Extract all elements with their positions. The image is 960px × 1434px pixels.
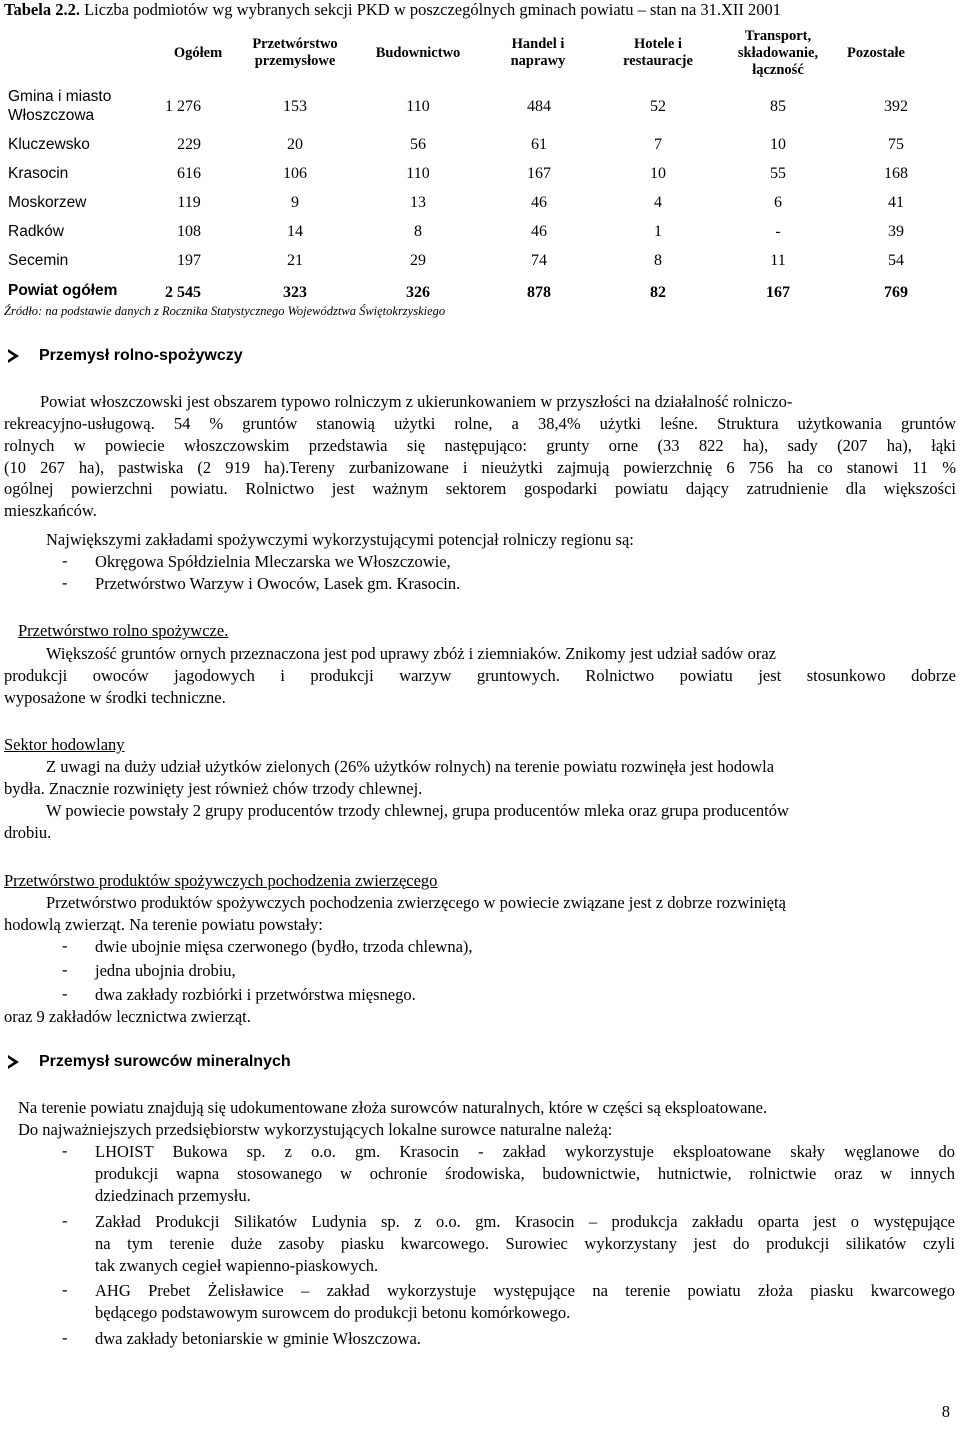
- total-cell: 167: [766, 284, 790, 301]
- header-transport: Transport, składowanie, łączność: [737, 28, 819, 78]
- total-cell: 769: [884, 284, 908, 301]
- header-budownictwo: Budownictwo: [375, 45, 461, 61]
- header-handel: Handel i naprawy: [510, 36, 566, 69]
- header-pozostale: Pozostałe: [847, 45, 905, 61]
- row-label: Kluczewsko: [8, 136, 90, 153]
- table-cell: 85: [770, 98, 786, 115]
- paragraph-line: Powiat włoszczowski jest obszarem typowo rolniczym z ukierunkowaniem w przyszłości na działalność rolniczo-: [40, 392, 793, 411]
- table-cell: 7: [654, 136, 662, 153]
- page-number: 8: [941, 1402, 950, 1421]
- paragraph-line: drobiu.: [4, 823, 52, 842]
- table-cell: 119: [177, 194, 201, 211]
- table-cell: 1: [654, 223, 662, 240]
- table-cell: 229: [177, 136, 201, 153]
- arrow-bullet-icon: [8, 1055, 19, 1069]
- list-dash: -: [62, 936, 68, 955]
- list-item: jedna ubojnia drobiu,: [95, 961, 236, 980]
- table-cell: -: [775, 223, 781, 240]
- row-label: Radków: [8, 223, 64, 240]
- header-ogolem: Ogółem: [173, 45, 223, 61]
- section-heading: [8, 347, 243, 365]
- table-cell: 4: [654, 194, 662, 211]
- list-item: Okręgowa Spółdzielnia Mleczarska we Włoszczowie,: [95, 552, 451, 571]
- list-dash: -: [62, 1328, 68, 1347]
- list-dash: -: [62, 960, 68, 979]
- table-cell: 392: [884, 98, 908, 115]
- table-cell: 616: [177, 165, 201, 182]
- table-cell: 54: [888, 252, 904, 269]
- total-row-label: Powiat ogółem: [8, 282, 118, 299]
- table-cell: 21: [287, 252, 303, 269]
- table-cell: 29: [410, 252, 426, 269]
- arrow-bullet-icon: [8, 349, 19, 363]
- table-cell: 74: [531, 252, 547, 269]
- table-cell: 10: [650, 165, 666, 182]
- list-dash: -: [62, 1280, 68, 1299]
- paragraph-line: bydła. Znacznie rozwinięty jest również chów trzody chlewnej.: [4, 779, 423, 798]
- total-cell: 82: [650, 284, 666, 301]
- table-cell: 110: [406, 98, 430, 115]
- table-cell: 46: [531, 194, 547, 211]
- subsection-title: Przetwórstwo rolno spożywcze.: [18, 621, 229, 640]
- table-cell: 56: [410, 136, 426, 153]
- paragraph-line: Największymi zakładami spożywczymi wykorzystującymi potencjał rolniczy regionu są:: [46, 530, 634, 549]
- table-cell: 1 276: [165, 98, 201, 115]
- paragraph-line: oraz 9 zakładów lecznictwa zwierząt.: [4, 1007, 251, 1026]
- list-dash: -: [62, 984, 68, 1003]
- list-item: dwie ubojnie mięsa czerwonego (bydło, trzoda chlewna),: [95, 937, 473, 956]
- paragraph-line: Większość gruntów ornych przeznaczona jest pod uprawy zbóż i ziemniaków. Znikomy jest udział sadów oraz: [46, 644, 776, 663]
- table-cell: 110: [406, 165, 430, 182]
- table-cell: 108: [177, 223, 201, 240]
- table-cell: 39: [888, 223, 904, 240]
- list-item: dwa zakłady betoniarskie w gminie Włoszczowa.: [95, 1329, 421, 1348]
- section-heading-text: Przemysł surowców mineralnych: [39, 1053, 291, 1070]
- paragraph-line: hodowlą zwierząt. Na terenie powiatu powstały:: [4, 915, 323, 934]
- list-dash: -: [62, 1141, 68, 1160]
- table-caption-text: Liczba podmiotów wg wybranych sekcji PKD w poszczególnych gminach powiatu – stan na 31.XII 2001: [84, 0, 782, 19]
- table-cell: 6: [774, 194, 782, 211]
- total-cell: 878: [527, 284, 551, 301]
- paragraph-line: Przetwórstwo produktów spożywczych pochodzenia zwierzęcego w powiecie związane jest z dobrze rozwiniętą: [46, 893, 786, 912]
- table-cell: 75: [888, 136, 904, 153]
- table-cell: 41: [888, 194, 904, 211]
- section-heading: [8, 1053, 291, 1071]
- paragraph-line: Z uwagi na duży udział użytków zielonych (26% użytków rolnych) na terenie powiatu rozwinęła jest hodowla: [46, 757, 775, 776]
- list-dash: -: [62, 1211, 68, 1230]
- table-cell: 13: [410, 194, 426, 211]
- table-cell: 153: [283, 98, 307, 115]
- table-caption-label: Tabela 2.2.: [4, 0, 80, 19]
- table-cell: 10: [770, 136, 786, 153]
- row-label: Krasocin: [8, 165, 69, 182]
- table-cell: 52: [650, 98, 666, 115]
- table-cell: 197: [177, 252, 201, 269]
- row-label: Secemin: [8, 252, 69, 269]
- table-cell: 14: [287, 223, 303, 240]
- table-cell: 8: [414, 223, 422, 240]
- paragraph-line: Na terenie powiatu znajdują się udokumentowane złoża surowców naturalnych, które w części są eksploatowane.: [18, 1098, 768, 1117]
- subsection-title: Sektor hodowlany: [4, 735, 125, 754]
- table-cell: 61: [531, 136, 547, 153]
- table-cell: 8: [654, 252, 662, 269]
- table-cell: 20: [287, 136, 303, 153]
- paragraph-line: Do najważniejszych przedsiębiorstw wykorzystujących lokalne surowce naturalne należą:: [18, 1120, 613, 1139]
- total-cell: 323: [283, 284, 307, 301]
- table-cell: 167: [527, 165, 551, 182]
- table-cell: 168: [884, 165, 908, 182]
- list-dash: -: [62, 551, 68, 570]
- list-item: Przetwórstwo Warzyw i Owoców, Lasek gm. Krasocin.: [95, 574, 461, 593]
- paragraph: produkcji owoców jagodowych i produkcji warzyw gruntowych. Rolnictwo powiatu jest stosunkowo dobrze wyposażone w środki techniczne.: [4, 666, 956, 707]
- table-cell: 484: [527, 98, 551, 115]
- table-cell: 46: [531, 223, 547, 240]
- list-item: LHOIST Bukowa sp. z o.o. gm. Krasocin - zakład wykorzystuje eksploatowane skały węglanowe do produkcji wapna stosowanego w ochronie środowiska, budownictwie, hutnictwie, rolnictwie oraz w innych dziedzinach przemysłu.: [95, 1142, 955, 1205]
- total-cell: 326: [406, 284, 430, 301]
- subsection-title: Przetwórstwo produktów spożywczych pochodzenia zwierzęcego: [4, 871, 438, 890]
- section-heading-text: Przemysł rolno-spożywczy: [39, 347, 243, 364]
- table-cell: 55: [770, 165, 786, 182]
- paragraph-line: W powiecie powstały 2 grupy producentów trzody chlewnej, grupa producentów mleka oraz grupa producentów: [46, 801, 789, 820]
- list-item: Zakład Produkcji Silikatów Ludynia sp. z o.o. gm. Krasocin – produkcja zakładu oparta jest o występujące na tym terenie duże zasoby piasku kwarcowego. Surowiec wykorzystany jest do produkcji silikatów czyli tak zwanych cegieł wapienno-piaskowych.: [95, 1212, 955, 1275]
- list-item: AHG Prebet Żelisławice – zakład wykorzystuje występujące na terenie powiatu złoża piasku kwarcowego będącego podstawowym surowcem do produkcji betonu komórkowego.: [95, 1281, 955, 1322]
- row-label: Gmina i miasto Włoszczowa: [8, 88, 112, 124]
- list-dash: -: [62, 573, 68, 592]
- list-item: dwa zakłady rozbiórki i przetwórstwa mięsnego.: [95, 985, 416, 1004]
- source-note: Źródło: na podstawie danych z Rocznika Statystycznego Województwa Świętokrzyskiego: [4, 304, 446, 318]
- table-caption: [4, 0, 781, 20]
- table-cell: 9: [291, 194, 299, 211]
- paragraph: rekreacyjno-usługową. 54 % gruntów stanowią użytki rolne, a 38,4% użytki leśne. Struktura użytkowania gruntów rolnych w powiecie włoszczowskim przedstawia się następująco: grunty orne (33 822 ha), sady (207 ha), łąki (10 267 ha), pastwiska (2 919 ha).Tereny zurbanizowane i nieużytki zajmują powierzchnię 6 756 ha co stanowi 11 % ogólnej powierzchni powiatu. Rolnictwo jest ważnym sektorem gospodarki powiatu dający zatrudnienie dla większości mieszkańców.: [4, 414, 956, 521]
- table-cell: 11: [770, 252, 786, 269]
- table-cell: 106: [283, 165, 307, 182]
- total-cell: 2 545: [165, 284, 201, 301]
- header-hotele: Hotele i restauracje: [623, 36, 693, 69]
- row-label: Moskorzew: [8, 194, 87, 211]
- header-przetworstwo: Przetwórstwo przemysłowe: [252, 36, 338, 69]
